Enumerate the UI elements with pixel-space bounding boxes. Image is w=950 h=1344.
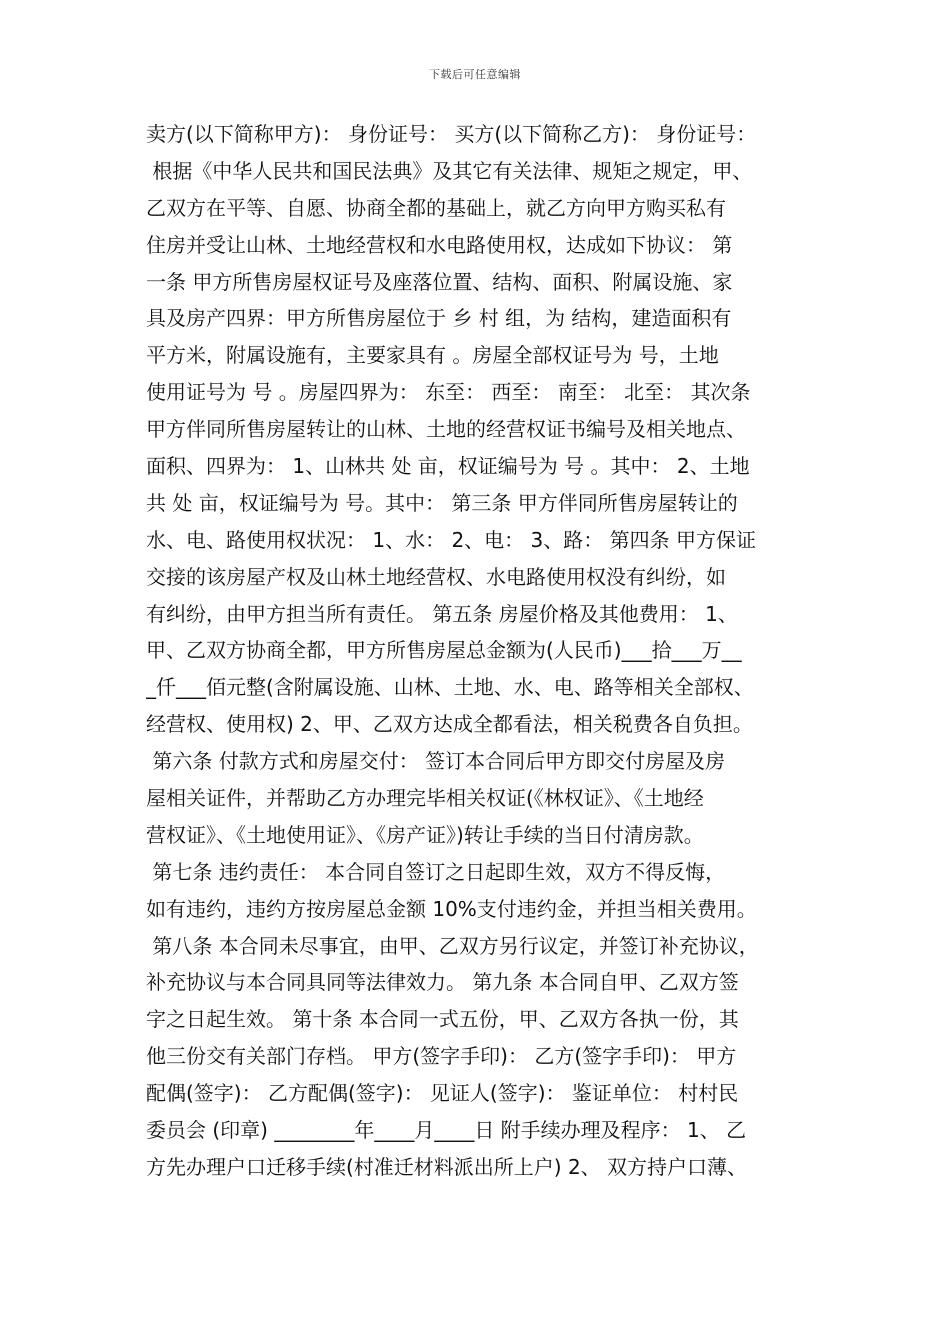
contract-text-line: 水、电、路使用权状况： 1、水： 2、电： 3、路： 第四条 甲方保证 (146, 527, 756, 552)
contract-text-line: 使用证号为 号 。房屋四界为： 东至： 西至： 南至： 北至： 其次条 (146, 380, 751, 405)
contract-text-line: 方先办理户口迁移手续(村准迁材料派出所上户) 2、 双方持户口薄、 (146, 1154, 748, 1179)
contract-text-line: 经营权、使用权) 2、甲、乙双方达成全都看法，相关税费各自负担。 (146, 712, 753, 737)
contract-text-line: 有纠纷，由甲方担当所有责任。 第五条 房屋价格及其他费用： 1、 (146, 601, 738, 626)
contract-text-line: 字之日起生效。 第十条 本合同一式五份，甲、乙双方各执一份，其 (146, 1007, 739, 1032)
contract-text-line: _仟___佰元整(含附属设施、山林、土地、水、电、路等相关全部权、 (146, 675, 754, 700)
contract-text-line: 第六条 付款方式和房屋交付： 签订本合同后甲方即交付房屋及房 (146, 749, 726, 774)
contract-text-line: 平方米，附属设施有，主要家具有 。房屋全部权证号为 号，土地 (146, 343, 719, 368)
contract-body (146, 116, 812, 1186)
contract-text-line: 一条 甲方所售房屋权证号及座落位置、结构、面积、附属设施、家 (146, 269, 733, 294)
contract-text-line: 交接的该房屋产权及山林土地经营权、水电路使用权没有纠纷，如 (146, 564, 726, 589)
contract-text-line: 第七条 违约责任： 本合同自签订之日起即生效，双方不得反悔， (146, 859, 726, 884)
contract-text-line: 第八条 本合同未尽事宜，由甲、乙双方另行议定，并签订补充协议， (146, 933, 759, 958)
contract-text-line: 面积、四界为： 1、山林共 处 亩，权证编号为 号 。其中： 2、土地 (146, 454, 750, 479)
contract-text-line: 如有违约，违约方按房屋总金额 10%支付违约金，并担当相关费用。 (146, 896, 757, 921)
contract-text-line: 卖方(以下简称甲方)： 身份证号： 买方(以下简称乙方)： 身份证号： (146, 122, 757, 146)
header-note: 下载后可任意编辑 (429, 68, 521, 81)
contract-text-line: 共 处 亩，权证编号为 号。其中： 第三条 甲方伴同所售房屋转让的 (146, 490, 738, 515)
contract-text-line: 委员会 (印章) ________年____月____日 附手续办理及程序： 1、 乙 (146, 1118, 747, 1143)
contract-text-line: 他三份交有关部门存档。 甲方(签字手印)： 乙方(签字手印)： 甲方 (146, 1044, 737, 1069)
contract-text-line: 营权证》、《土地使用证》、《房产证》)转让手续的当日付清房款。 (146, 822, 704, 847)
contract-text-line: 配偶(签字)： 乙方配偶(签字)： 见证人(签字)： 鉴证单位： 村村民 (146, 1081, 739, 1106)
contract-text-line: 补充协议与本合同具同等法律效力。 第九条 本合同自甲、乙双方签 (146, 970, 739, 995)
contract-text-line: 屋相关证件，并帮助乙方办理完毕相关权证(《林权证》、《土地经 (146, 786, 704, 811)
contract-text-line: 乙双方在平等、自愿、协商全都的基础上，就乙方向甲方购买私有 (146, 195, 726, 220)
contract-text-line: 具及房产四界：甲方所售房屋位于 乡 村 组，为 结构，建造面积有 (146, 306, 732, 331)
contract-text-line: 根据《中华人民共和国民法典》及其它有关法律、规矩之规定，甲、 (146, 158, 753, 183)
contract-text-line: 甲、乙双方协商全都，甲方所售房屋总金额为(人民币)___拾___万__ (146, 638, 742, 663)
contract-text-line: 住房并受让山林、土地经营权和水电路使用权，达成如下协议： 第 (146, 232, 733, 257)
contract-text-line: 甲方伴同所售房屋转让的山林、土地的经营权证书编号及相关地点、 (146, 417, 746, 442)
